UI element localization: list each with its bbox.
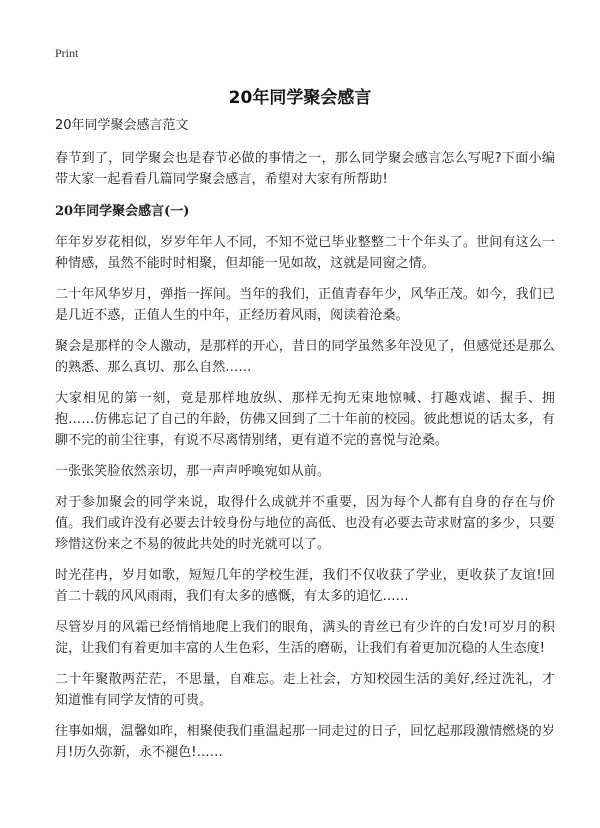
paragraph: 往事如烟，温馨如昨，相聚使我们重温起那一同走过的日子，回忆起那段激情燃烧的岁月!历久弥新，永不褪色!…… [55, 724, 555, 760]
page-title: 20年同学聚会感言 [228, 88, 372, 108]
paragraph: 年年岁岁花相似，岁岁年年人不同，不知不觉已毕业整整二十个年头了。世间有这么一种情感，虽然不能时时相聚，但却能一见如故，这就是同窗之情。 [55, 235, 555, 271]
section-heading: 20年同学聚会感言(一) [55, 204, 190, 219]
paragraph: 一张张笑脸依然亲切，那一声声呼唤宛如从前。 [55, 464, 331, 479]
paragraph: 二十年聚散两茫茫，不思量，自难忘。走上社会，方知校园生活的美好,经过洗礼，才知道惟有同学友情的可贵。 [55, 672, 555, 708]
paragraph: 时光荏冉，岁月如歌，短短几年的学校生涯，我们不仅收获了学业，更收获了友谊!回首二十载的风风雨雨，我们有太多的感慨，有太多的追忆…… [55, 568, 555, 604]
paragraph: 聚会是那样的令人激动，是那样的开心，昔日的同学虽然多年没见了，但感觉还是那么的熟悉、那么真切、那么自然…… [55, 339, 555, 375]
intro-paragraph: 春节到了，同学聚会也是春节必做的事情之一，那么同学聚会感言怎么写呢?下面小编带大家一起看看几篇同学聚会感言，希望对大家有所帮助! [55, 151, 555, 187]
paragraph: 大家相见的第一刻，竟是那样地放纵、那样无拘无束地惊喊、打趣戏谑、握手、拥抱……仿佛忘记了自己的年龄，仿佛又回到了二十年前的校园。彼此想说的话太多，有聊不完的前尘往事，有说不尽离情别绪，更有道不完的喜悦与沧桑。 [55, 391, 555, 448]
article-body [55, 116, 555, 773]
paragraph: 尽管岁月的风霜已经悄悄地爬上我们的眼角，满头的青丝已有少许的白发!可岁月的积淀，让我们有着更加丰富的人生色彩，生活的磨砺，让我们有着更加沉稳的人生态度! [55, 620, 555, 656]
article-subtitle: 20年同学聚会感言范文 [55, 118, 189, 133]
paragraph: 二十年风华岁月，弹指一挥间。当年的我们，正值青春年少，风华正茂。如今，我们已是几近不惑，正值人生的中年，正经历着风雨，阅读着沧桑。 [55, 287, 555, 323]
paragraph: 对于参加聚会的同学来说，取得什么成就并不重要，因为每个人都有自身的存在与价值。我们或许没有必要去计较身份与地位的高低、也没有必要去苛求财富的多少，只要珍惜这份来之不易的彼此共处的时光就可以了。 [55, 495, 555, 552]
print-label: Print [55, 46, 79, 60]
